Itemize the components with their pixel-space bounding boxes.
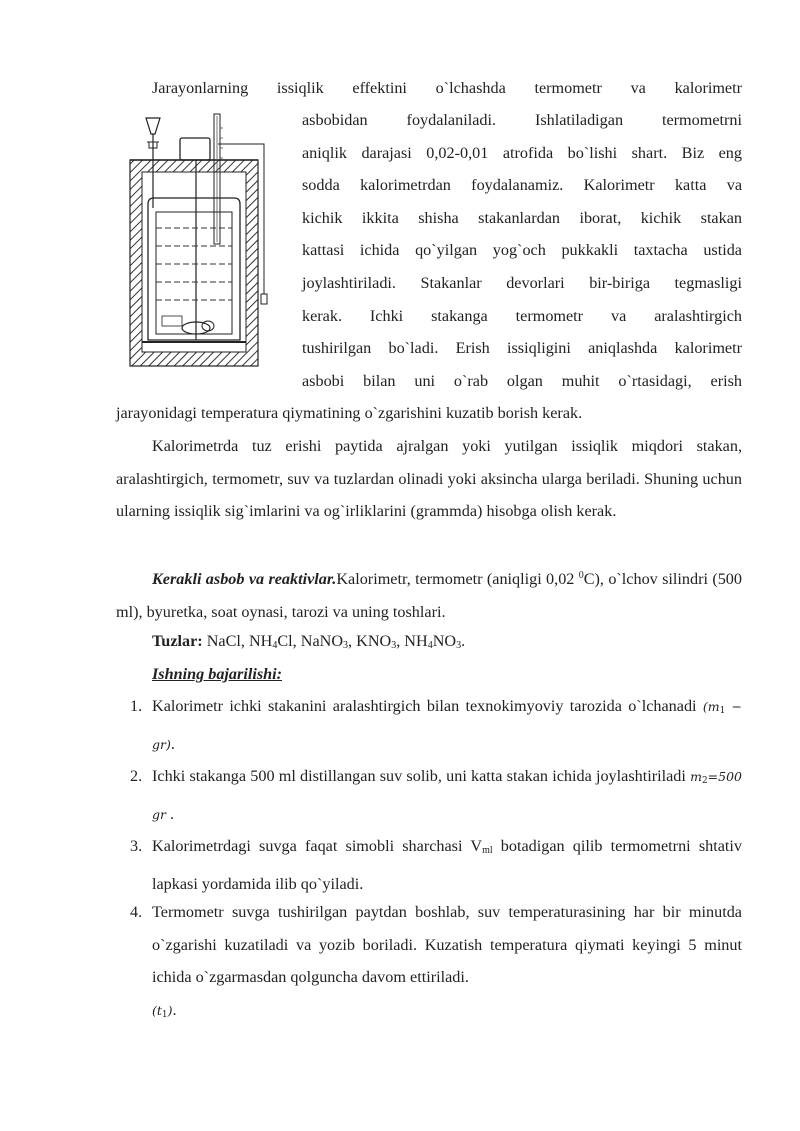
paragraph-line: Jarayonlarning issiqlik effektini o`lchashda termometr va kalorimetr <box>152 79 742 97</box>
text-line: asbobidan foydalaniladi. Ishlatiladigan termometrni <box>302 111 742 129</box>
paragraph-line: jarayonidagi temperatura qiymatining o`zgarishini kuzatib borish kerak. <box>116 404 583 422</box>
paragraph-wrapped-text <box>302 104 742 397</box>
step-number: 2. <box>130 767 143 785</box>
step-number: 4. <box>130 903 143 921</box>
step-number: 1. <box>130 697 143 715</box>
salts-label: Tuzlar: <box>152 632 203 650</box>
text-line: tushirilgan bo`ladi. Erish issiqligini aniqlashda kalorimetr <box>302 339 742 358</box>
paragraph-equipment: Kerakli asbob va reaktivlar.Kalorimetr, termometr (aniqligi 0,02 $^0$C), o`lchov silindri (500 ml), byuretka, soat oynasi, tarozi va uning toshlari. <box>116 570 742 621</box>
procedure-step: 4. Termometr suvga tushirilgan paytdan boshlab, suv temperaturasining har bir minutda o`zgarishi kuzatiladi va yozib boriladi. Kuzatish temperatura qiymati keyingi 5 minut ichida o`zgarmasdan qolguncha davom ettiriladi. $(t_1)$. <box>152 896 742 1031</box>
text-line: aniqlik darajasi 0,02-0,01 atrofida bo`lishi shart. Biz eng <box>302 143 742 162</box>
procedure-step: 2. Ichki stakanga 500 ml distillangan suv solib, uni katta stakan ichida joylashtiriladi $m_2=500$ gr . <box>152 760 742 831</box>
procedure-step: 1. Kalorimetr ichki stakanini aralashtirgich bilan texnokimyoviy tarozida o`lchanadi $(m_1 - gr)$. <box>152 690 742 761</box>
step-number: 3. <box>130 837 143 855</box>
salts-line: Tuzlar: NaCl, $NH_4Cl$, NaNO$_3$, $KNO_3$, $NH_4NO_3$. <box>152 632 466 651</box>
text-line: kichik ikkita shisha stakanlardan iborat, kichik stakan <box>302 208 742 227</box>
text-line: kattasi ichida qo`yilgan yog`och pukkakli taxtacha ustida <box>302 241 742 260</box>
section-heading: Kerakli asbob va reaktivlar. <box>152 570 337 588</box>
text-line: sodda kalorimetrdan foydalanamiz. Kalorimetr katta va <box>302 176 742 195</box>
text-line: kerak. Ichki stakanga termometr va aralashtirgich <box>302 306 742 325</box>
paragraph: Kalorimetrda tuz erishi paytida ajralgan yoki yutilgan issiqlik miqdori stakan, aralashtirgich, termometr, suv va tuzlardan olinadi yoki aksincha ularga beriladi. Shuning uchun ularning issiqlik sig`imlarini va og`irliklarini (grammda) hisobga olish kerak. <box>116 437 742 521</box>
calorimeter-diagram <box>126 108 276 370</box>
procedure-step: 3. Kalorimetrdagi suvga faqat simobli sharchasi $V_{ml}$ botadigan qilib termometrni shtativ lapkasi yordamida ilib qo`yiladi. <box>152 830 742 900</box>
text-line: asbobi bilan uni o`rab olgan muhit o`rtasidagi, erish <box>302 371 742 390</box>
text-line: joylashtiriladi. Stakanlar devorlari bir-biriga tegmasligi <box>302 273 742 292</box>
procedure-title: Ishning bajarilishi: <box>152 665 283 683</box>
